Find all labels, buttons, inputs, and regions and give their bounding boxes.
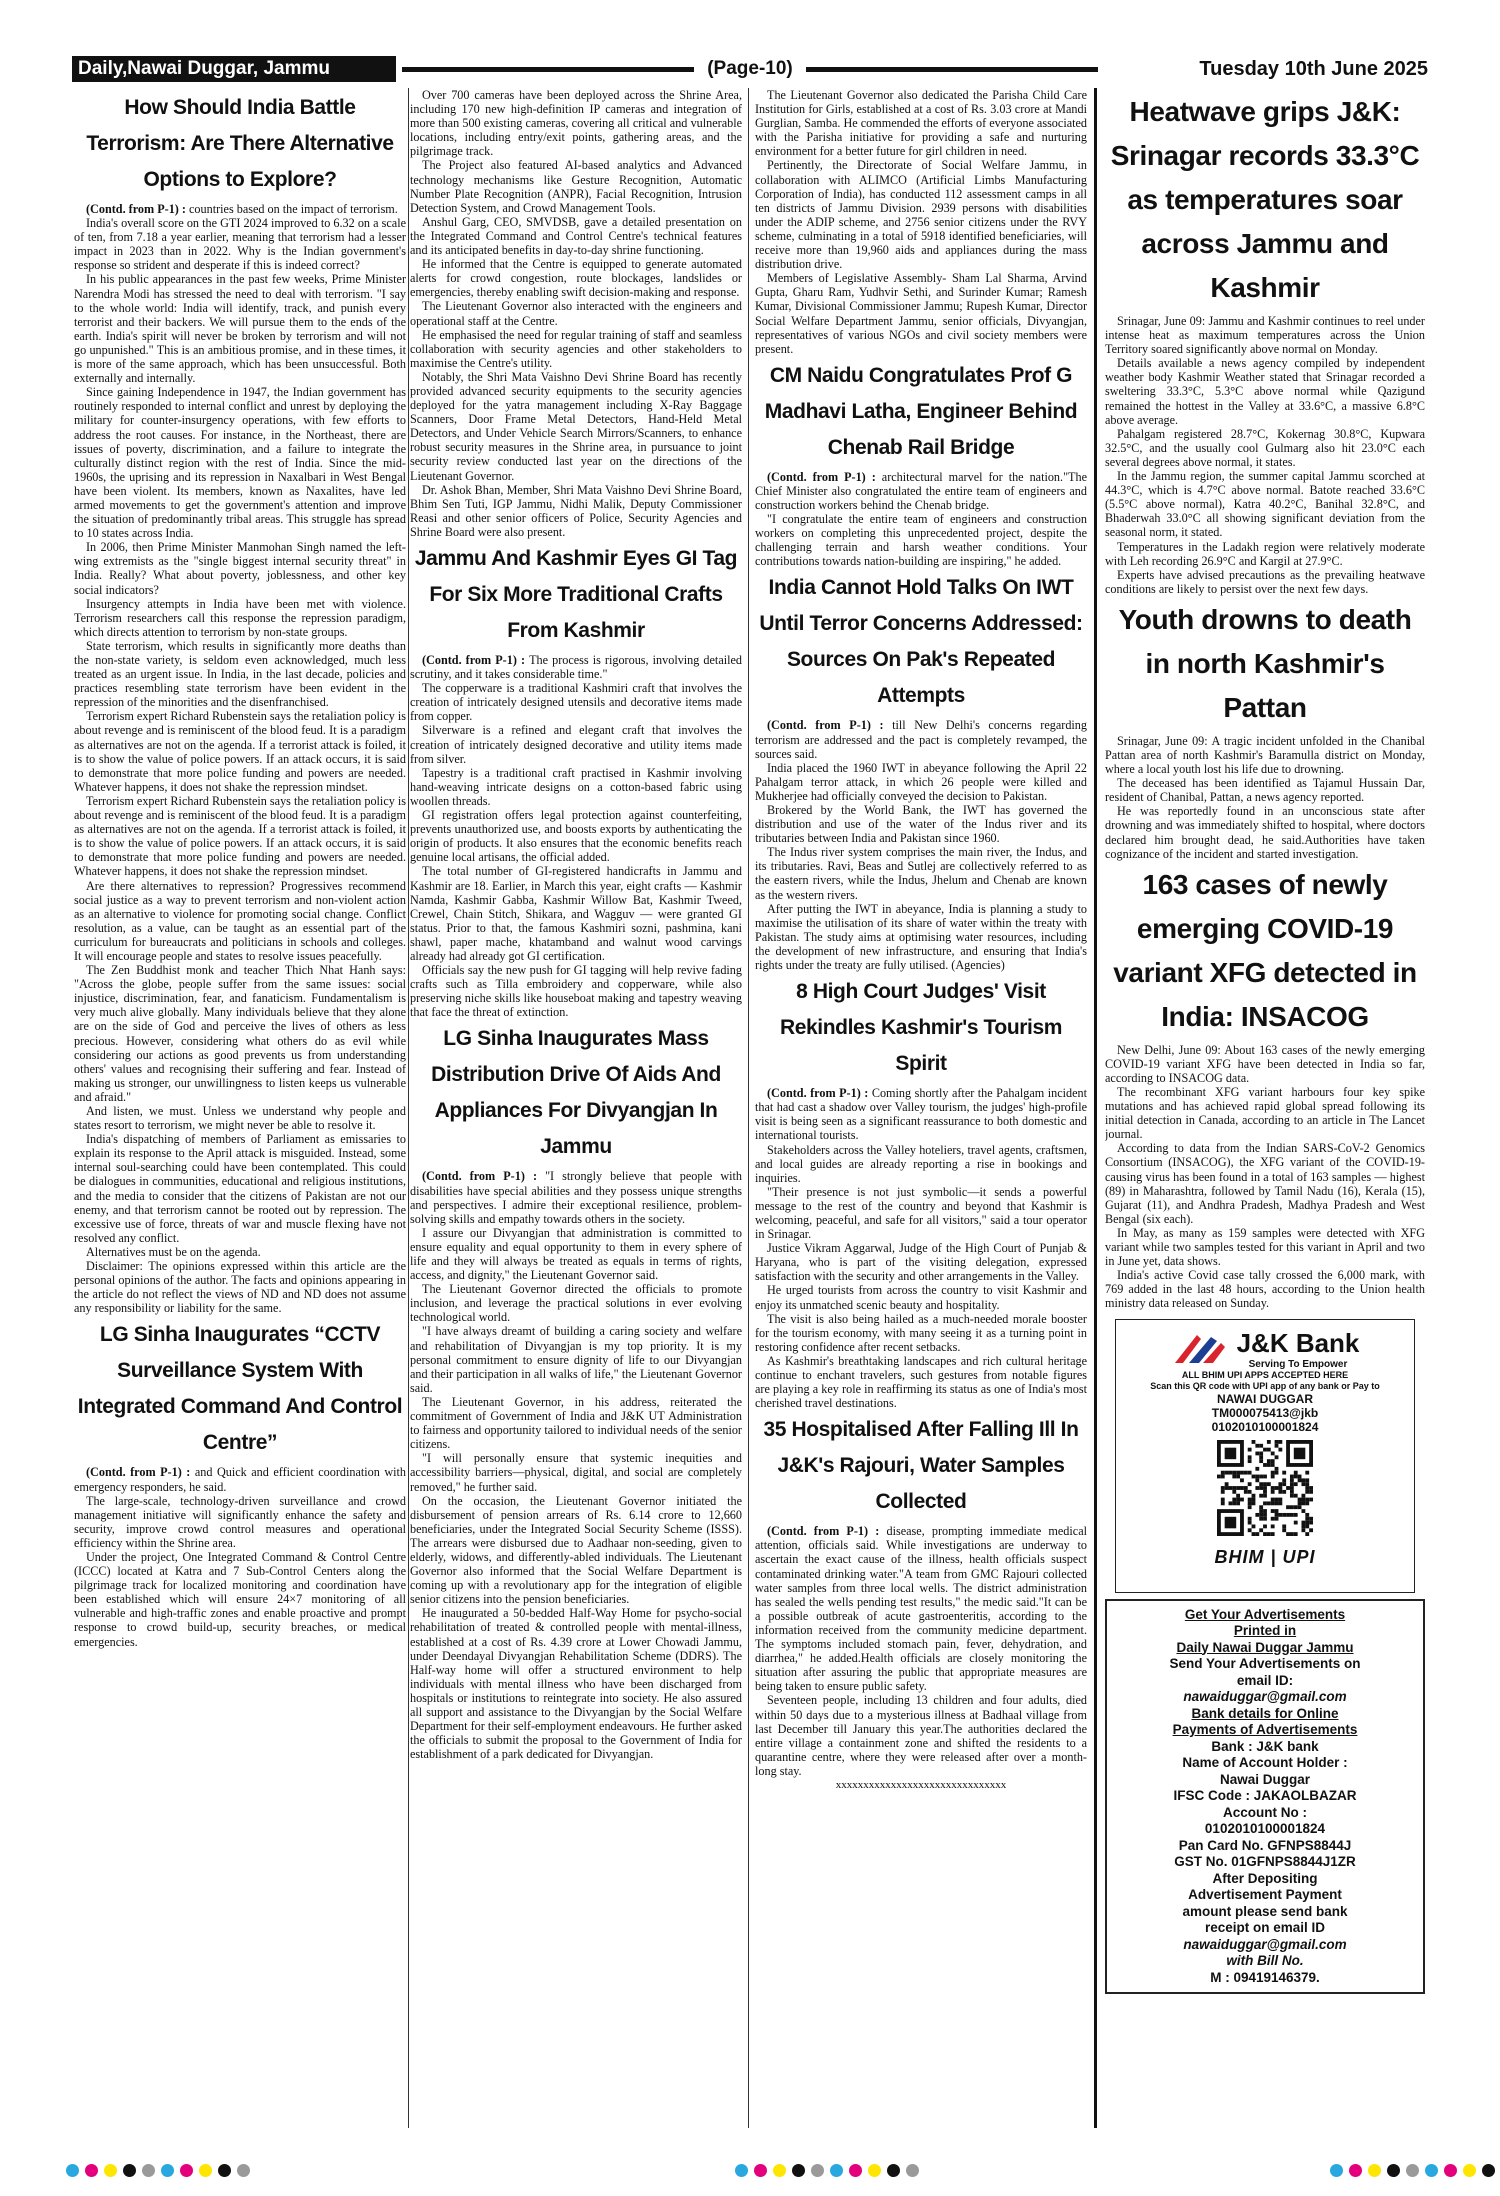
- article-paragraph: India's overall score on the GTI 2024 improved to 6.32 on a scale of ten, from 7.18 a year earlier, meaning that terrorism had a lesser impact in 2023 than in 2022. Why is the Indian government's response so strident and desperate if this is indeed correct?: [74, 216, 406, 273]
- page-number-text: (Page-10): [699, 58, 801, 79]
- article-paragraph: The large-scale, technology-driven surveillance and crowd management initiative will significantly enhance the safety and security, improve crowd control measures and operational efficiency within the Shrine area.: [74, 1493, 406, 1550]
- article-drowning: [1105, 598, 1425, 861]
- article-paragraph: (Contd. from P-1) : The process is rigorous, involving detailed scrutiny, and it takes considerable time.": [410, 653, 742, 682]
- article-paragraph: After putting the IWT in abeyance, India is planning a study to maximise the utilisation of its share of water within the treaty with Pakistan. The study aims at optimising water resources, including the development of new infrastructure, and ensuring that India's rights under the treaty are fully utilised. (Agencies): [755, 901, 1087, 973]
- article-dateline: (Contd. from P-1) :: [422, 1169, 546, 1184]
- article-paragraph: Pahalgam registered 28.7°C, Kokernag 30.8°C, Kupwara 32.5°C, and the usually cool Gulmarg also hit 23.0°C each several degrees above normal, it states.: [1105, 426, 1425, 469]
- article-headline: 163 cases of newly emerging COVID-19 variant XFG detected in India: INSACOG: [1113, 868, 1417, 1032]
- article-paragraph: The Lieutenant Governor, in his address, reiterated the commitment of Government of India and J&K UT Administration to fairness and opportunity tailored to individual needs of the senior citizens.: [410, 1394, 742, 1452]
- adv-line: Payments of Advertisements: [1172, 1722, 1358, 1737]
- color-dots-right: [1330, 2164, 1500, 2177]
- registration-dot: [1425, 2164, 1438, 2177]
- color-dots-left: [66, 2164, 250, 2177]
- article-body: [410, 1169, 742, 1761]
- bank-upi-id: TM000075413@jkb: [1211, 1405, 1319, 1420]
- qr-code-icon[interactable]: [1210, 1440, 1320, 1536]
- article-paragraph: Pertinently, the Directorate of Social Welfare Jammu, in collaboration with ALIMCO (Artificial Limbs Manufacturing Corporation of India), has conducted 112 assessment camps in all ten districts of Jammu Division. 2939 persons with disabilities under the ADIP scheme, and 2756 senior citizens under the RVY scheme, culminating in a total of 5918 identified beneficiaries, will receive more than 19,960 aids and appliances during the mass distribution drive.: [755, 158, 1087, 272]
- article-covid-xfg: [1105, 863, 1425, 1311]
- article-paragraph: (Contd. from P-1) : countries based on the impact of terrorism.: [86, 202, 398, 216]
- article-body: [755, 470, 1087, 569]
- article-paragraph: Justice Vikram Aggarwal, Judge of the High Court of Punjab & Haryana, who is part of the visiting delegation, expressed satisfaction with the security and other arrangements in the Valley.: [755, 1241, 1087, 1284]
- article-paragraph: Terrorism expert Richard Rubenstein says the retaliation policy is about revenge and is reminiscent of the blood feud. It is a paradigm as alternatives are not on the agenda. If a terrorist attack is foiled, it is to show the value of police powers. If an attack occurs, it is said to demonstrate that more police funding and powers are needed. Whatever happens, it does not shake the repression mindset.: [74, 709, 406, 794]
- adv-line: Advertisement Payment: [1188, 1887, 1342, 1902]
- advertisement-info-box: [1105, 1599, 1425, 1995]
- article-paragraph: The Project also featured AI-based analytics and Advanced technology mechanisms like Gesture Recognition, Automatic Number Plate Recognition (ANPR), Facial Recognition, Intrusion Detection System, and Crowd Management Tools.: [410, 158, 742, 215]
- article-paragraph: Alternatives must be on the agenda.: [86, 1244, 261, 1259]
- adv-line: Name of Account Holder :: [1182, 1755, 1348, 1770]
- adv-phone: M : 09419146379.: [1210, 1969, 1320, 1985]
- article-gi-tag: [410, 541, 742, 1019]
- article-paragraph: New Delhi, June 09: About 163 cases of the newly emerging COVID-19 variant XFG have been detected in India so far, according to INSACOG data.: [1105, 1042, 1425, 1085]
- article-paragraph: Tapestry is a traditional craft practised in Kashmir involving hand-weaving intricate designs on a cotton-based fabric using woollen threads.: [410, 765, 742, 808]
- adv-line: with Bill No.: [1226, 1953, 1304, 1968]
- adv-line: Get Your Advertisements: [1184, 1606, 1346, 1622]
- registration-dot: [1349, 2164, 1362, 2177]
- adv-line: Pan Card No. GFNPS8844J: [1178, 1837, 1352, 1853]
- article-body: [74, 202, 406, 1315]
- adv-email-link[interactable]: nawaiduggar@gmail.com: [1183, 1936, 1347, 1952]
- article-paragraph: He inaugurated a 50-bedded Half-Way Home for psycho-social rehabilitation of treated & controlled people with mental-illness, established at a cost of Rs. 4.39 crore at Lower Chowadi Jammu, under Deendayal Divyangjan Rehabilitation Scheme (DDRS). The Half-way home will offer a structured environment to help individuals with mental illness who have been discharged from hospitals or institutions to reintegrate into society. He also assured all support and assistance to the Divyangjan by the Social Welfare Department for their self-employment endeavours. He further asked the officials to submit the proposal to the Government of India for establishment of a park dedicated for Divyangjan.: [410, 1606, 742, 1762]
- article-paragraph: Silverware is a refined and elegant craft that involves the creation of intricately designed decorative and utility items made from silver.: [410, 723, 742, 766]
- article-end-marker: xxxxxxxxxxxxxxxxxxxxxxxxxxxxxxx: [835, 1778, 1007, 1791]
- registration-dot: [830, 2164, 843, 2177]
- article-headline: Youth drowns to death in north Kashmir's Pattan: [1118, 603, 1412, 723]
- article-judges-visit: [755, 974, 1087, 1410]
- article-paragraph: Members of Legislative Assembly- Sham Lal Sharma, Arvind Gupta, Gharu Ram, Yudhvir Sethi, and Surinder Kumar; Ramesh Kumar, Divisional Commissioner Jammu; Rupesh Kumar, Director Social Welfare Department Jammu, senior officials, Divyangjan, representatives of various NGOs and civil society members were present.: [755, 271, 1087, 356]
- article-iwt: [755, 570, 1087, 972]
- registration-dot: [180, 2164, 193, 2177]
- adv-line: Bank details for Online: [1191, 1705, 1339, 1721]
- registration-dot: [773, 2164, 786, 2177]
- article-dateline: (Contd. from P-1) :: [767, 1086, 872, 1101]
- article-terrorism: [74, 90, 406, 1315]
- article-body: [755, 88, 1087, 356]
- column-divider: [748, 88, 749, 2128]
- article-paragraph: The total number of GI-registered handicrafts in Jammu and Kashmir are 18. Earlier, in March this year, eight crafts — Kashmir Namda, Kashmir Gabba, Kashmir Willow Bat, Kashmir Tweed, Crewel, Chain Stitch, Shikara, and Wagguv — were granted GI status. Prior to that, the famous Kashmiri sozni, pashmina, kani shawl, paper mache, khatamband and walnut wood carvings already had already got GI certification.: [410, 864, 742, 963]
- registration-dot: [199, 2164, 212, 2177]
- article-paragraph: In the Jammu region, the summer capital Jammu scorched at 44.3°C, which is 4.7°C above normal. Batote reached 33.6°C (5.5°C above normal), Katra 40.2°C, Banihal 32.8°C, and Bhaderwah 33.0°C all showing significant deviation from the seasonal norm, it stated.: [1105, 469, 1425, 540]
- page-header: [72, 56, 1428, 82]
- article-paragraph: Anshul Garg, CEO, SMVDSB, gave a detailed presentation on the Integrated Command and Control Centre's technical features and its anticipated benefits in day-to-day shrine functioning.: [410, 214, 742, 258]
- column-2: [410, 88, 742, 2128]
- article-paragraph: The visit is also being hailed as a much-needed morale booster for the tourism economy, with many seeing it as a turning point in restoring confidence after recent setbacks.: [755, 1311, 1087, 1354]
- bhim-upi-logo: BHIM | UPI: [1214, 1546, 1316, 1567]
- registration-dot: [161, 2164, 174, 2177]
- article-paragraph: Terrorism expert Richard Rubenstein says the retaliation policy is about revenge and is reminiscent of the blood feud. It is a paradigm as alternatives are not on the agenda. If a terrorist attack is foiled, it is to show the value of police powers. If an attack occurs, it is said to demonstrate that more police funding and powers are needed. Whatever happens, it does not shake the repression mindset.: [74, 793, 406, 879]
- color-dots-center: [735, 2164, 919, 2177]
- article-paragraph: Disclaimer: The opinions expressed within this article are the personal opinions of the author. The facts and opinions appearing in the article do not reflect the views of ND and ND does not assume any responsibility or liability for the same.: [74, 1259, 406, 1316]
- article-dateline: (Contd. from P-1) :: [422, 653, 530, 667]
- article-paragraph: I assure our Divyangjan that administration is committed to ensure equality and equal opportunity to them in every sphere of life and they will always be treated as equals in terms of rights, access, and dignity," the Lieutenant Governor said.: [410, 1225, 742, 1283]
- header-rule-left: [402, 67, 694, 72]
- article-paragraph: Insurgency attempts in India have been met with violence. Terrorism researchers call this response the repression paradigm, which directs attention to terrorism by non-state groups.: [74, 596, 406, 639]
- article-rajouri: [755, 1412, 1087, 1792]
- article-dateline: (Contd. from P-1) :: [86, 202, 190, 216]
- article-headline: How Should India Battle Terrorism: Are There Alternative Options to Explore?: [86, 96, 394, 191]
- article-paragraph: The Zen Buddhist monk and teacher Thich Nhat Hanh says: "Across the globe, people suffer from the same issues: social injustice, discrimination, fear, and fanaticism. Fundamentalism is very much alive globally. Many individuals believe that they alone are on the side of God and perceive the lives of others as less precious. However, considering what others do as evil while considering our actions as good prevents us from understanding others' values and recognising their suffering and fear. Instead of making us stronger, our unwillingness to listen keeps us vulnerable and afraid.": [74, 963, 406, 1104]
- article-paragraph: The Lieutenant Governor also dedicated the Parisha Child Care Institution for Girls, established at a cost of Rs. 3.03 crore at Mandi Gurglian, Samba. He commended the efforts of everyone associated with the Parisha initiative for providing a safe and nurturing environment for a better future for girl children in need.: [755, 88, 1087, 159]
- article-paragraph: Notably, the Shri Mata Vaishno Devi Shrine Board has recently provided advanced security equipments to the security agencies deployed for the yatra management including X-Ray Baggage Scanners, Door Frame Metal Detectors, Hand-Held Metal Detectors, and Under Vehicle Search Mirrors/Scanners, to enhance robust security measures in the Shrine area, in pursuance to joint security review conducted last year on the directions of the Lieutenant Governor.: [410, 369, 742, 483]
- article-headline: CM Naidu Congratulates Prof G Madhavi Latha, Engineer Behind Chenab Rail Bridge: [764, 363, 1078, 459]
- article-cctv: [74, 1317, 406, 1648]
- adv-line: Daily Nawai Duggar Jammu: [1176, 1639, 1354, 1655]
- article-paragraph: "I will personally ensure that systemic inequities and accessibility barriers—physical, digital, and social are completely removed," he further said.: [410, 1451, 742, 1494]
- article-paragraph: Srinagar, June 09: Jammu and Kashmir continues to reel under intense heat as maximum temperatures across the Union Territory soared significantly above normal on Monday.: [1105, 314, 1425, 357]
- adv-line: amount please send bank: [1182, 1903, 1348, 1919]
- registration-dot: [811, 2164, 824, 2177]
- article-divyangjan-continued: [755, 88, 1087, 356]
- article-paragraph: Experts have advised precautions as the prevailing heatwave conditions are likely to persist over the next few days.: [1105, 567, 1425, 596]
- article-paragraph: Srinagar, June 09: A tragic incident unfolded in the Chanibal Pattan area of north Kashmir's Baramulla district on Monday, where a local youth lost his life due to drowning.: [1105, 733, 1425, 777]
- bank-tagline: Serving To Empower: [1248, 1358, 1348, 1370]
- column-divider: [408, 88, 409, 2128]
- article-paragraph: Over 700 cameras have been deployed across the Shrine Area, including 170 new high-definition IP cameras and integration of more than 500 existing cameras, covering all critical and vulnerable locations, including entry/exit points, gathering areas, and the pilgrimage track.: [410, 88, 742, 159]
- article-paragraph: "Their presence is not just symbolic—it sends a powerful message to the rest of the country and beyond that Kashmir is welcoming, peaceful, and safe for all visitors," said a tour operator in Srinagar.: [755, 1184, 1087, 1242]
- article-paragraph: In 2006, then Prime Minister Manmohan Singh named the left-wing extremists as the "single biggest internal security threat" in India. Really? What about poverty, joblessness, and other key social indicators?: [74, 540, 406, 597]
- article-body: [755, 718, 1087, 972]
- article-dateline: (Contd. from P-1) :: [767, 1524, 887, 1539]
- article-paragraph: (Contd. from P-1) : architectural marvel for the nation."The Chief Minister also congratulated the entire team of engineers and construction workers behind the Chenab bridge.: [755, 469, 1087, 512]
- article-paragraph: On the occasion, the Lieutenant Governor initiated the disbursement of pension arrears of Rs. 6.14 crore to 12,660 beneficiaries, under the Integrated Social Security Scheme (ISSS). The arrears were disbursed due to Aadhaar non-seeding, given to elderly, widows, and differently-abled individuals. The Lieutenant Governor also informed that the Social Welfare Department is coming up with a revolutionary app for the integration of eligible senior citizens into the pension beneficiaries.: [410, 1493, 742, 1607]
- article-dateline: (Contd. from P-1) :: [86, 1465, 195, 1480]
- article-paragraph: The Lieutenant Governor directed the officials to promote inclusion, and leverage the practical solutions in ever evolving technological world.: [410, 1282, 742, 1325]
- article-paragraph: Temperatures in the Ladakh region were relatively moderate with Leh recording 26.9°C and Kargil at 27.9°C.: [1105, 539, 1425, 568]
- masthead: Daily,Nawai Duggar, Jammu: [72, 56, 396, 82]
- article-paragraph: India's dispatching of members of Parliament as emissaries to explain its response to the April attack is misguided. Instead, some internal soul-searching could have been contemplated. This could be dialogues in communities, educational and religious institutions, and the media to consider that the citizens of Pakistan are not our enemy, and that terrorism cannot be rooted out by repression. The excessive use of force, threats of war and muscle flexing have not resolved any conflict.: [74, 1132, 406, 1245]
- adv-line: 0102010100001824: [1204, 1821, 1326, 1836]
- article-body: [410, 653, 742, 1019]
- registration-dot: [1463, 2164, 1476, 2177]
- bank-advertisement: [1115, 1319, 1415, 1593]
- article-paragraph: Since gaining Independence in 1947, the Indian government has routinely responded to internal conflict and unrest by deploying the military for counter-insurgency operations, with few efforts to address the root causes. For instance, in the Northeast, there are issues of poverty, discrimination, and a failure to integrate the culturally distinct region with the rest of India. Since the mid-1960s, the uprising and its repression in Naxalbari in West Bengal have been violent. Its members, known as Naxalites, have led armed movements to get the government's attention and improve the situation of predominantly tribal areas. This struggle has spread to 10 states across India.: [74, 385, 406, 541]
- adv-email-link[interactable]: nawaiduggar@gmail.com: [1183, 1689, 1347, 1704]
- registration-dot: [1406, 2164, 1419, 2177]
- article-paragraph: Dr. Ashok Bhan, Member, Shri Mata Vaishno Devi Shrine Board, Bhim Sen Tuti, IGP Jammu, Nidhi Malik, Deputy Commissioner Reasi and other senior officers of Police, Security Agencies and Shrine Board were also present.: [410, 482, 742, 539]
- registration-marks: [0, 2164, 1500, 2180]
- article-paragraph: The Lieutenant Governor also interacted with the engineers and operational staff at the Centre.: [410, 299, 742, 328]
- article-chenab-bridge: [755, 358, 1087, 569]
- article-paragraph: The deceased has been identified as Tajamul Hussain Dar, resident of Chanibal, Pattan, a news agency reported.: [1105, 776, 1425, 805]
- article-paragraph: State terrorism, which results in significantly more deaths than the non-state variety, is seldom even acknowledged, much less treated as an urgent issue. In India, in the last decade, policies and practices resembling state terrorism have been evident in the repression of the minorities and the disenfranchised.: [74, 638, 406, 710]
- bank-name: J&K Bank: [1236, 1327, 1360, 1358]
- article-heatwave: [1105, 90, 1425, 596]
- article-paragraph: He informed that the Centre is equipped to generate automated alerts for crowd congestion, route blockages, landslides or emergencies, thereby enabling swift decision-making and response.: [410, 257, 742, 300]
- article-paragraph: The Indus river system comprises the main river, the Indus, and its tributaries. Ravi, Beas and Sutlej are collectively referred to as the eastern rivers, while the Indus, Jhelum and Chenab are known as the western rivers.: [755, 845, 1087, 902]
- registration-dot: [85, 2164, 98, 2177]
- article-headline: LG Sinha Inaugurates “CCTV Surveillance System With Integrated Command And Control Centre”: [77, 1323, 403, 1455]
- registration-dot: [237, 2164, 250, 2177]
- article-paragraph: (Contd. from P-1) : Coming shortly after the Pahalgam incident that had cast a shadow over Valley tourism, the judges' high-profile visit is being seen as a significant reassurance to both domestic and international tourists.: [755, 1086, 1087, 1143]
- registration-dot: [906, 2164, 919, 2177]
- column-1: [74, 88, 406, 2128]
- article-headline: LG Sinha Inaugurates Mass Distribution Drive Of Aids And Appliances For Divyangjan In Jammu: [431, 1027, 721, 1159]
- article-paragraph: (Contd. from P-1) : disease, prompting immediate medical attention, officials said. While investigations are underway to ascertain the exact cause of the illness, health officials suspect contaminated drinking water."A team from GMC Rajouri collected water samples from three local wells. The district administration has sealed the wells pending test results," the medic said."It can be a possible outbreak of acute gastroenteritis, according to the information received from the community medicine department. The symptoms included stomach pain, fever, dehydration, and diarrhea," he added.Health officials are closely monitoring the situation after assuring the public that appropriate measures are being taken to ensure public safety.: [755, 1524, 1087, 1694]
- adv-line: Send Your Advertisements on: [1169, 1656, 1361, 1671]
- article-paragraph: (Contd. from P-1) : till New Delhi's concerns regarding terrorism are addressed and the pact is completely revamped, the sources said.: [755, 718, 1087, 761]
- article-paragraph: As Kashmir's breathtaking landscapes and rich cultural heritage continue to enchant travelers, such gestures from notable figures are playing a key role in reaffirming its status as one of India's most cherished travel destinations.: [755, 1353, 1087, 1411]
- registration-dot: [66, 2164, 79, 2177]
- article-paragraph: Details available a news agency compiled by independent weather body Kashmir Weather stated that Srinagar recorded a sweltering 33.3°C, 5.3°C above normal while Qazigund remained the hottest in the Valley at 33.6°C, a massive 6.8°C above average.: [1105, 356, 1425, 427]
- article-cctv-continued: [410, 88, 742, 539]
- registration-dot: [792, 2164, 805, 2177]
- article-paragraph: The copperware is a traditional Kashmiri craft that involves the creation of intricately designed utensils and decorative items made from copper.: [410, 681, 742, 724]
- bank-ad-header: [1124, 1328, 1406, 1370]
- article-paragraph: "I have always dreamt of building a caring society and welfare and rehabilitation of Divyangjan is my top priority. It is my personal commitment to ensure dignity of life to our Divyangjan and their participation in all walks of life," the Lieutenant Governor said.: [410, 1324, 742, 1395]
- bank-account: 0102010100001824: [1211, 1419, 1319, 1434]
- adv-line: IFSC Code : JAKAOLBAZAR: [1173, 1788, 1357, 1803]
- article-divyangjan: [410, 1021, 742, 1761]
- header-rule-right: [806, 67, 1098, 72]
- article-paragraph: India placed the 1960 IWT in abeyance following the April 22 Pahalgam terror attack, in which 26 people were killed and Mukherjee had officially conveyed the decision to Pakistan.: [755, 760, 1087, 803]
- article-paragraph: He emphasised the need for regular training of staff and seamless collaboration with security agencies and other stakeholders to maximise the Centre's utility.: [410, 327, 742, 370]
- article-paragraph: Stakeholders across the Valley hoteliers, travel agents, craftsmen, and local guides are already reporting a rise in bookings and inquiries.: [755, 1142, 1087, 1185]
- article-body: [1105, 1043, 1425, 1311]
- registration-dot: [1368, 2164, 1381, 2177]
- registration-dot: [887, 2164, 900, 2177]
- article-paragraph: Under the project, One Integrated Command & Control Centre (ICCC) located at Katra and 7 Sub-Control Centers along the pilgrimage track for localized monitoring and coordination have been established which will ensure 24×7 monitoring of all vulnerable and high-traffic zones and enable proactive and prompt response to crowd build-up, security breaches, or medical emergencies.: [74, 1549, 406, 1649]
- column-4: [1105, 88, 1425, 2128]
- article-paragraph: (Contd. from P-1) : and Quick and efficient coordination with emergency responders, he said.: [74, 1465, 406, 1494]
- adv-line: Printed in: [1233, 1623, 1297, 1638]
- registration-dot: [754, 2164, 767, 2177]
- registration-dot: [104, 2164, 117, 2177]
- registration-dot: [142, 2164, 155, 2177]
- article-paragraph: In his public appearances in the past few weeks, Prime Minister Narendra Modi has stressed the need to deal with terrorism. "I say to the whole world: India will identify, track, and punish every terrorist and their backers. We will pursue them to the ends of the earth. India's spirit will never be broken by terrorism and will not go unpunished." This is an ambitious promise, and in these times, it is more of the same approach, which has been unsuccessful. Both externally and internally.: [74, 272, 406, 386]
- article-paragraph: Brokered by the World Bank, the IWT has governed the distribution and use of the water of the Indus river and its tributaries between India and Pakistan since 1960.: [755, 803, 1087, 846]
- article-headline: India Cannot Hold Talks On IWT Until Terror Concerns Addressed: Sources On Pak's Repeated Attempts: [759, 576, 1083, 708]
- article-headline: Heatwave grips J&K: Srinagar records 33.3°C as temperatures soar across Jammu and Kashmir: [1110, 96, 1420, 303]
- article-dateline: (Contd. from P-1) :: [767, 469, 882, 484]
- adv-line: receipt on email ID: [1204, 1920, 1326, 1935]
- article-paragraph: He was reportedly found in an unconscious state after drowning and was immediately shifted to hospital, where doctors declared him brought dead, he said.Authorities have taken cognizance of the incident and started investigation.: [1105, 804, 1425, 861]
- bank-ad-line: ALL BHIM UPI APPS ACCEPTED HERE: [1181, 1369, 1349, 1380]
- registration-dot: [218, 2164, 231, 2177]
- article-paragraph: Are there alternatives to repression? Progressives recommend social justice as a way to prevent terrorism and non-violent action as an alternative to violence for promoting social change. Conflict resolution, as a value, can be taught as an essential part of the curriculum for bureaucrats and politicians in schools and colleges. It will encourage people and states to resolve issues peacefully.: [74, 878, 406, 963]
- registration-dot: [1444, 2164, 1457, 2177]
- article-paragraph: Seventeen people, including 13 children and four adults, died within 50 days due to a mysterious illness at Badhaal village from last December till January this year.The authorities declared the entire village a containment zone and shifted the residents to a quarantine centre, where they were released after over a month-long stay.: [755, 1693, 1087, 1778]
- article-headline: 8 High Court Judges' Visit Rekindles Kashmir's Tourism Spirit: [779, 980, 1063, 1076]
- article-body: [1105, 314, 1425, 596]
- bank-payee: NAWAI DUGGAR: [1217, 1391, 1313, 1406]
- bank-logo-icon: [1171, 1329, 1229, 1369]
- registration-dot: [868, 2164, 881, 2177]
- article-paragraph: In May, as many as 159 samples were detected with XFG variant while two samples tested for this variant in April and two in June yet, data shows.: [1105, 1225, 1425, 1269]
- adv-line: Nawai Duggar: [1219, 1771, 1311, 1787]
- article-body: [410, 88, 742, 539]
- page-number: [402, 56, 1098, 82]
- registration-dot: [1330, 2164, 1343, 2177]
- registration-dot: [1482, 2164, 1495, 2177]
- article-paragraph: (Contd. from P-1) : "I strongly believe that people with disabilities have special abilities and they possess unique strengths and perspectives. I admire their exceptional resilience, problem-solving skills and empathy towards others in the society.: [410, 1169, 742, 1226]
- article-paragraph: GI registration offers legal protection against counterfeiting, prevents unauthorized use, and boosts exports by authenticating the origin of products. It also ensures that the economic benefits reach genuine local artisans, the official added.: [410, 808, 742, 865]
- article-paragraph: He urged tourists from across the country to visit Kashmir and enjoy its unmatched scenic beauty and hospitality.: [755, 1283, 1087, 1312]
- column-divider: [1094, 88, 1097, 2128]
- article-body: [74, 1465, 406, 1648]
- article-paragraph: According to data from the Indian SARS-CoV-2 Genomics Consortium (INSACOG), the XFG variant of the COVID-19-causing virus has been found in a total of 163 samples — highest (89) in Maharashtra, followed by Tamil Nadu (16), Kerala (15), Gujarat (11), and Andhra Pradesh, Madhya Pradesh and West Bengal (six each).: [1105, 1141, 1425, 1226]
- registration-dot: [123, 2164, 136, 2177]
- adv-line: After Depositing: [1212, 1870, 1318, 1886]
- article-dateline: (Contd. from P-1) :: [767, 718, 893, 733]
- registration-dot: [1387, 2164, 1400, 2177]
- article-paragraph: "I congratulate the entire team of engineers and construction workers on completing this unprecedented project, despite the challenging terrain and harsh weather conditions. Your contributions towards nation-building are inspiring," he added.: [755, 512, 1087, 569]
- adv-line: email ID:: [1236, 1672, 1294, 1688]
- article-paragraph: India's active Covid case tally crossed the 6,000 mark, with 769 added in the last 48 hours, according to the Union health ministry data released on Sunday.: [1105, 1268, 1425, 1311]
- article-headline: 35 Hospitalised After Falling Ill In J&K's Rajouri, Water Samples Collected: [763, 1418, 1079, 1514]
- article-body: [755, 1524, 1087, 1778]
- adv-line: Bank : J&K bank: [1211, 1738, 1319, 1754]
- issue-date: Tuesday 10th June 2025: [1199, 58, 1428, 80]
- column-3: [755, 88, 1087, 2128]
- bank-ad-line: Scan this QR code with UPI app of any bank or Pay to: [1150, 1380, 1380, 1391]
- adv-line: GST No. 01GFNPS8844J1ZR: [1174, 1854, 1356, 1869]
- article-body: [1105, 734, 1425, 861]
- article-paragraph: And listen, we must. Unless we understand why people and states resort to terrorism, we might never be able to resolve it.: [74, 1104, 406, 1133]
- article-paragraph: Officials say the new push for GI tagging will help revive fading crafts such as Tilla embroidery and copperware, while also preserving niche skills like houseboat making and tapestry weaving that face the threat of extinction.: [410, 963, 742, 1020]
- article-headline: Jammu And Kashmir Eyes GI Tag For Six More Traditional Crafts From Kashmir: [414, 547, 738, 642]
- registration-dot: [735, 2164, 748, 2177]
- adv-line: Account No :: [1223, 1804, 1307, 1820]
- article-paragraph: The recombinant XFG variant harbours four key spike mutations and has achieved rapid global spread following its initial detection in Canada, according to an article in The Lancet journal.: [1105, 1085, 1425, 1142]
- article-body: [755, 1086, 1087, 1410]
- registration-dot: [849, 2164, 862, 2177]
